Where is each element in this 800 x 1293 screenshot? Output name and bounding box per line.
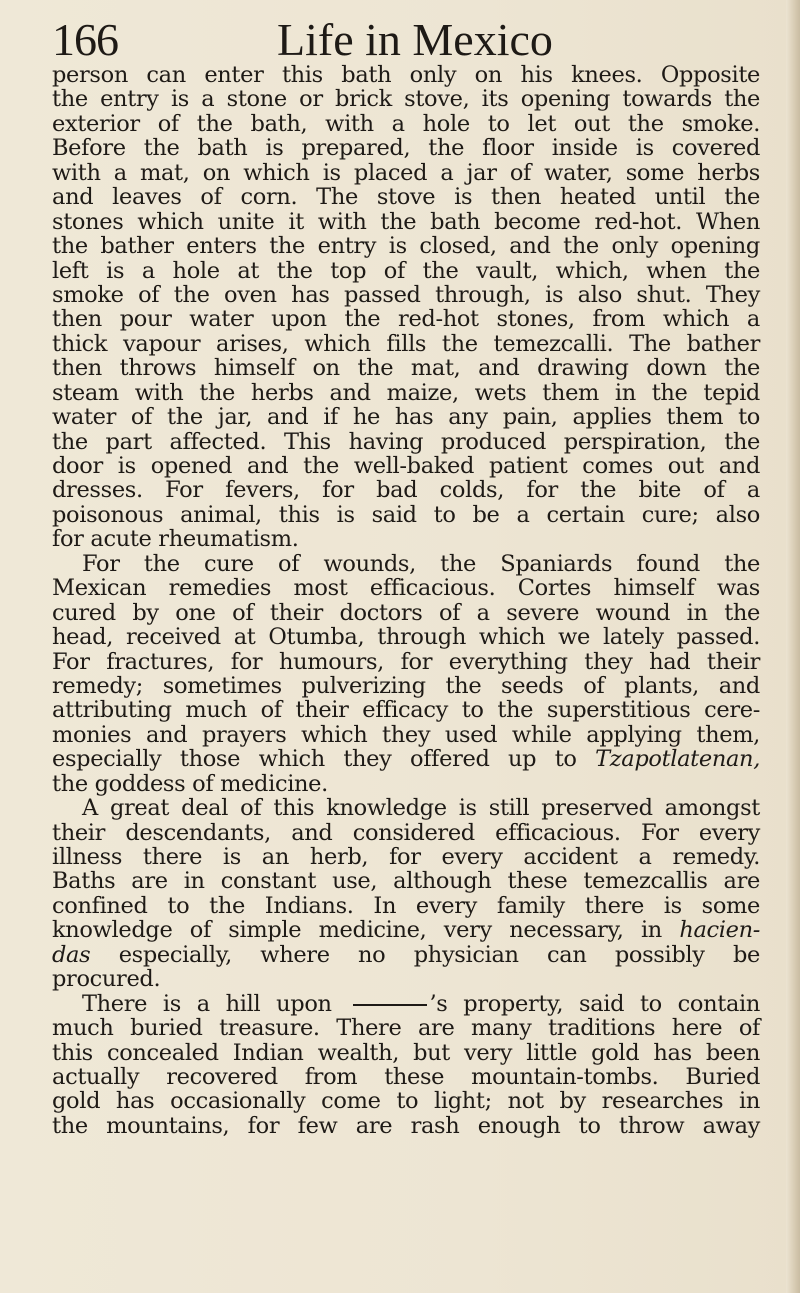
text-line: knowledge of simple medicine, very necessary, in hacien- — [52, 917, 760, 944]
text-line: the goddess of medicine. — [52, 770, 328, 797]
text-line: smoke of the oven has passed through, is also shut. They — [52, 281, 760, 308]
text-line: the mountains, for few are rash enough to throw away — [52, 1112, 760, 1139]
text-line: gold has occasionally come to light; not by researches in — [52, 1088, 760, 1115]
text-line: procured. — [52, 966, 161, 993]
text-line: left is a hole at the top of the vault, which, when the — [52, 257, 760, 284]
text-line: door is opened and the well-baked patient comes out and — [52, 453, 760, 479]
running-head: Life in Mexico — [277, 14, 553, 65]
goddess-name: Tzapotlatenan, — [595, 746, 760, 773]
text-line: then throws himself on the mat, and drawing down the — [52, 355, 760, 382]
body-text — [52, 63, 760, 1138]
text-line: For fractures, for humours, for everything they had their — [52, 648, 760, 675]
text-line: steam with the herbs and maize, wets them in the tepid — [52, 379, 760, 406]
text-line: with a mat, on which is placed a jar of water, some herbs — [52, 159, 760, 186]
text-line: For the cure of wounds, the Spaniards found the — [82, 550, 760, 577]
italic-word: hacien- — [679, 917, 760, 944]
text-line: actually recovered from these mountain-tombs. Buried — [52, 1063, 760, 1090]
text-line: A great deal of this knowledge is still preserved amongst — [82, 795, 760, 822]
text-line: the bather enters the entry is closed, and the only opening — [52, 233, 760, 260]
text-line: poisonous animal, this is said to be a certain cure; also — [52, 501, 760, 528]
italic-word: das — [52, 941, 91, 968]
text-line: the part affected. This having produced perspiration, the — [52, 428, 760, 455]
page-number: 166 — [52, 14, 118, 65]
text-line: their descendants, and considered efficacious. For every — [52, 819, 760, 846]
name-omission-dash — [353, 1004, 427, 1006]
text-line: There is a hill upon ’s property, said to contain — [82, 990, 760, 1017]
text-line: for acute rheumatism. — [52, 526, 299, 553]
text-line: das especially, where no physician can possibly be — [52, 941, 760, 968]
text-line: illness there is an herb, for every accident a remedy. — [52, 844, 760, 870]
text-line: this concealed Indian wealth, but very little gold has been — [52, 1039, 760, 1066]
text-line: and leaves of corn. The stove is then heated until the — [52, 184, 760, 211]
text-line: water of the jar, and if he has any pain, applies them to — [52, 404, 760, 431]
text-line: attributing much of their efficacy to the superstitious cere- — [52, 697, 760, 724]
text-line: monies and prayers which they used while applying them, — [52, 721, 760, 748]
text-line: head, received at Otumba, through which we lately passed. — [52, 624, 760, 651]
text-line: the entry is a stone or brick stove, its opening towards the — [52, 86, 760, 113]
text-line: remedy; sometimes pulverizing the seeds of plants, and — [52, 672, 760, 699]
text-line: much buried treasure. There are many traditions here of — [52, 1015, 760, 1042]
text-line: dresses. For fevers, for bad colds, for the bite of a — [52, 477, 760, 504]
text-line: Baths are in constant use, although these temezcallis are — [52, 868, 760, 895]
text-line: confined to the Indians. In every family there is some — [52, 892, 760, 919]
text-line: then pour water upon the red-hot stones, from which a — [52, 306, 760, 333]
text-line: person can enter this bath only on his knees. Opposite — [52, 62, 760, 88]
text-line: cured by one of their doctors of a severe wound in the — [52, 599, 760, 626]
text-line: thick vapour arises, which fills the temezcalli. The bather — [52, 330, 760, 357]
text-line: exterior of the bath, with a hole to let out the smoke. — [52, 110, 760, 137]
page-header — [52, 14, 752, 66]
text-line: especially those which they offered up to Tzapotlatenan, — [52, 746, 760, 773]
page-edge-shadow — [786, 0, 800, 1293]
text-line: Mexican remedies most efficacious. Cortes himself was — [52, 575, 760, 602]
text-line: Before the bath is prepared, the floor inside is covered — [52, 135, 760, 162]
text-line: stones which unite it with the bath become red-hot. When — [52, 208, 760, 235]
